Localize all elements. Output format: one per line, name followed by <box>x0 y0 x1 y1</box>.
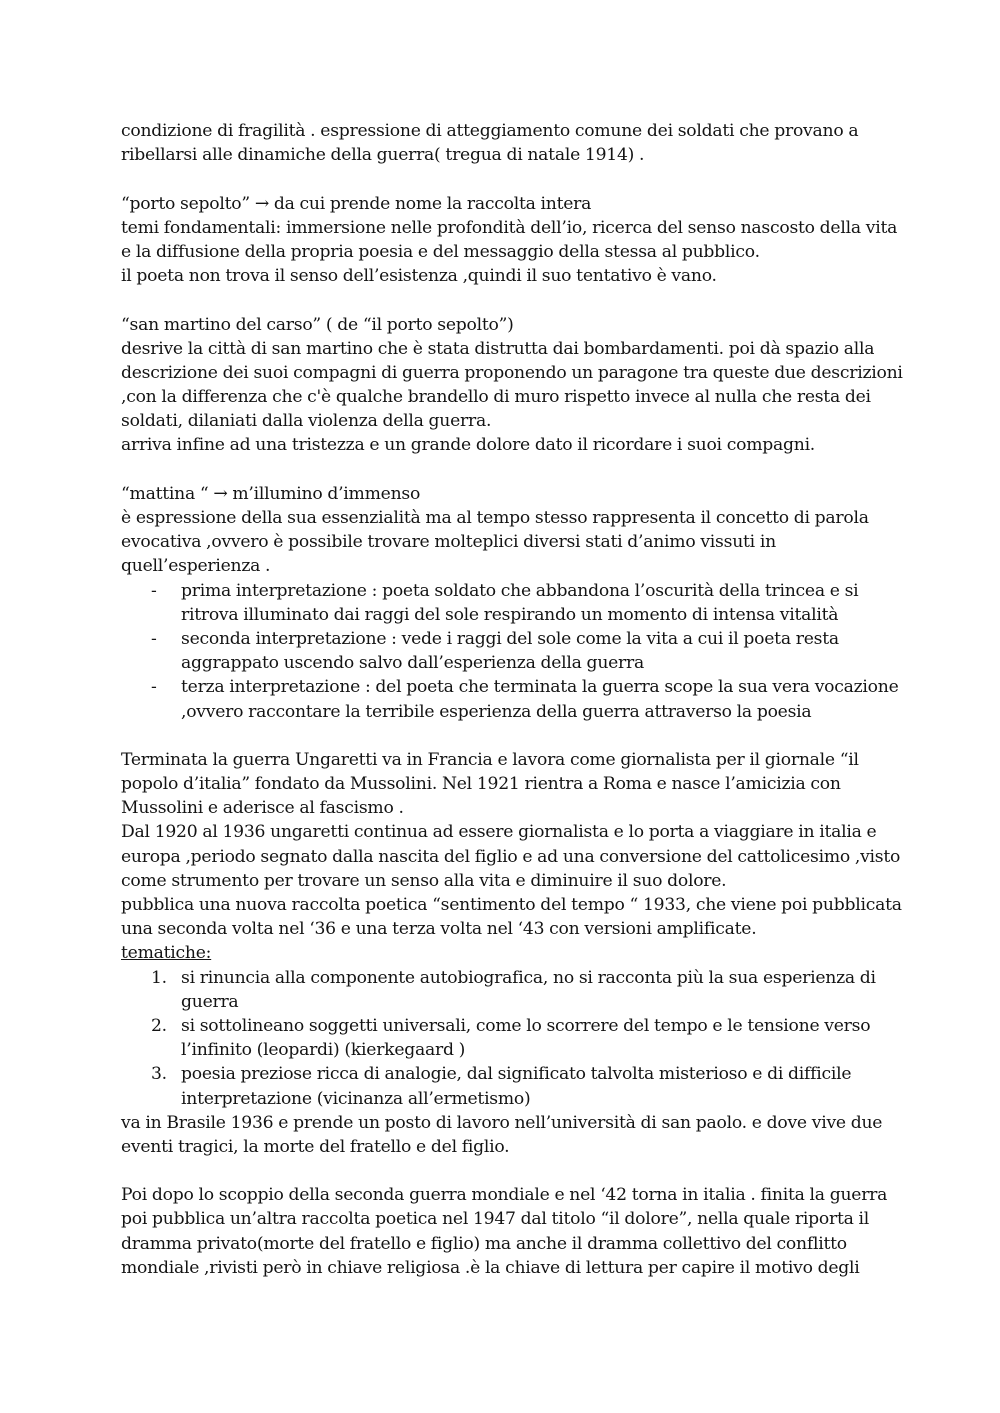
text-line: soldati, dilaniati dalla violenza della guerra. <box>121 411 492 432</box>
list-number: 1. <box>151 967 167 988</box>
numbered-list-item <box>121 1062 891 1110</box>
text-line: prima interpretazione : poeta soldato che abbandona l’oscurità della trincea e si <box>181 580 859 601</box>
paragraph-dopo-guerra <box>121 748 902 1159</box>
bullet-list-item <box>121 579 891 627</box>
text-line: pubblica una nuova raccolta poetica “sentimento del tempo “ 1933, che viene poi pubblicata <box>121 895 902 915</box>
text-line: come strumento per trovare un senso alla vita e diminuire il suo dolore. <box>121 870 727 891</box>
text-line: ritrova illuminato dai raggi del sole respirando un momento di intensa vitalità <box>181 604 839 625</box>
text-line: ,ovvero raccontare la terribile esperienza della guerra attraverso la poesia <box>181 701 812 722</box>
paragraph-spacer <box>121 458 891 482</box>
text-line: “mattina “ → m’illumino d’immenso <box>121 483 421 504</box>
text-line: aggrappato uscendo salvo dall’esperienza della guerra <box>181 653 644 674</box>
numbered-list-item <box>121 966 891 1014</box>
text-line: descrizione dei suoi compagni di guerra proponendo un paragone tra queste due descrizioni <box>121 362 903 383</box>
paragraph-intro <box>121 119 891 167</box>
text-line: quell’esperienza . <box>121 556 271 577</box>
text-line: Poi dopo lo scoppio della seconda guerra mondiale e nel ‘42 torna in italia . finita la guerra <box>121 1185 888 1206</box>
text-line: si sottolineano soggetti universali, come lo scorrere del tempo e le tensione verso <box>181 1015 871 1036</box>
text-line: ribellarsi alle dinamiche della guerra( tregua di natale 1914) . <box>121 145 645 166</box>
text-line: popolo d’italia” fondato da Mussolini. Nel 1921 rientra a Roma e nasce l’amicizia con <box>121 774 841 795</box>
text-line: Mussolini e aderisce al fascismo . <box>121 798 404 819</box>
bullet-list-item <box>121 675 899 723</box>
text-line: e la diffusione della propria poesia e del messaggio della stessa al pubblico. <box>121 241 760 262</box>
text-line: è espressione della sua essenzialità ma al tempo stesso rappresenta il concetto di parola <box>121 508 869 528</box>
paragraph-il-dolore <box>121 1183 891 1280</box>
text-line: “san martino del carso” ( de “il porto sepolto”) <box>121 314 514 335</box>
paragraph-porto-sepolto <box>121 192 898 289</box>
section-heading-text: tematiche: <box>121 943 212 964</box>
paragraph-spacer <box>121 167 891 191</box>
bullet-marker: - <box>151 677 157 698</box>
text-line: va in Brasile 1936 e prende un posto di lavoro nell’università di san paolo. e dove vive due <box>121 1112 883 1133</box>
text-line: una seconda volta nel ‘36 e una terza volta nel ‘43 con versioni amplificate. <box>121 919 757 940</box>
list-number: 3. <box>151 1064 167 1085</box>
text-line: interpretazione (vicinanza all’ermetismo) <box>181 1088 531 1109</box>
section-heading <box>121 941 891 965</box>
paragraph-spacer <box>121 1159 891 1183</box>
bullet-marker: - <box>151 580 157 601</box>
bullet-list-item <box>121 627 891 675</box>
text-line: poi pubblica un’altra raccolta poetica nel 1947 dal titolo “il dolore”, nella quale riporta il <box>121 1209 870 1230</box>
text-line: si rinuncia alla componente autobiografica, no si racconta più la sua esperienza di <box>181 967 876 988</box>
paragraph-spacer <box>121 288 891 312</box>
text-line: guerra <box>181 991 239 1012</box>
text-line: evocativa ,ovvero è possibile trovare molteplici diversi stati d’animo vissuti in <box>121 532 776 553</box>
text-line: il poeta non trova il senso dell’esistenza ,quindi il suo tentativo è vano. <box>121 266 717 287</box>
text-line: ,con la differenza che c'è qualche brandello di muro rispetto invece al nulla che resta dei <box>121 387 871 408</box>
numbered-list-item <box>121 1014 891 1062</box>
text-line: europa ,periodo segnato dalla nascita del figlio e ad una conversione del cattolicesimo ,visto <box>121 846 901 867</box>
text-line: desrive la città di san martino che è stata distrutta dai bombardamenti. poi dà spazio alla <box>121 338 875 359</box>
text-line: eventi tragici, la morte del fratello e del figlio. <box>121 1136 510 1157</box>
text-line: arriva infine ad una tristezza e un grande dolore dato il ricordare i suoi compagni. <box>121 435 816 456</box>
text-line: mondiale ,rivisti però in chiave religiosa .è la chiave di lettura per capire il motivo degli <box>121 1257 860 1278</box>
text-line: terza interpretazione : del poeta che terminata la guerra scope la sua vera vocazione <box>181 677 899 698</box>
paragraph-spacer <box>121 724 891 748</box>
text-line: temi fondamentali: immersione nelle profondità dell’io, ricerca del senso nascosto della vita <box>121 217 898 238</box>
text-line: condizione di fragilità . espressione di atteggiamento comune dei soldati che provano a <box>121 121 859 141</box>
document-page <box>121 119 903 1280</box>
text-line: “porto sepolto” → da cui prende nome la raccolta intera <box>121 193 592 214</box>
list-number: 2. <box>151 1015 167 1036</box>
text-line: l’infinito (leopardi) (kierkegaard ) <box>181 1040 466 1061</box>
text-line: seconda interpretazione : vede i raggi del sole come la vita a cui il poeta resta <box>181 628 839 649</box>
text-line: Terminata la guerra Ungaretti va in Francia e lavora come giornalista per il giornale “il <box>121 749 859 770</box>
text-line: poesia preziose ricca di analogie, dal significato talvolta misterioso e di difficile <box>181 1064 852 1085</box>
bullet-marker: - <box>151 628 157 649</box>
paragraph-mattina <box>121 482 899 724</box>
paragraph-san-martino <box>121 313 903 458</box>
text-line: dramma privato(morte del fratello e figlio) ma anche il dramma collettivo del conflitto <box>121 1233 847 1254</box>
text-line: Dal 1920 al 1936 ungaretti continua ad essere giornalista e lo porta a viaggiare in italia e <box>121 822 877 843</box>
